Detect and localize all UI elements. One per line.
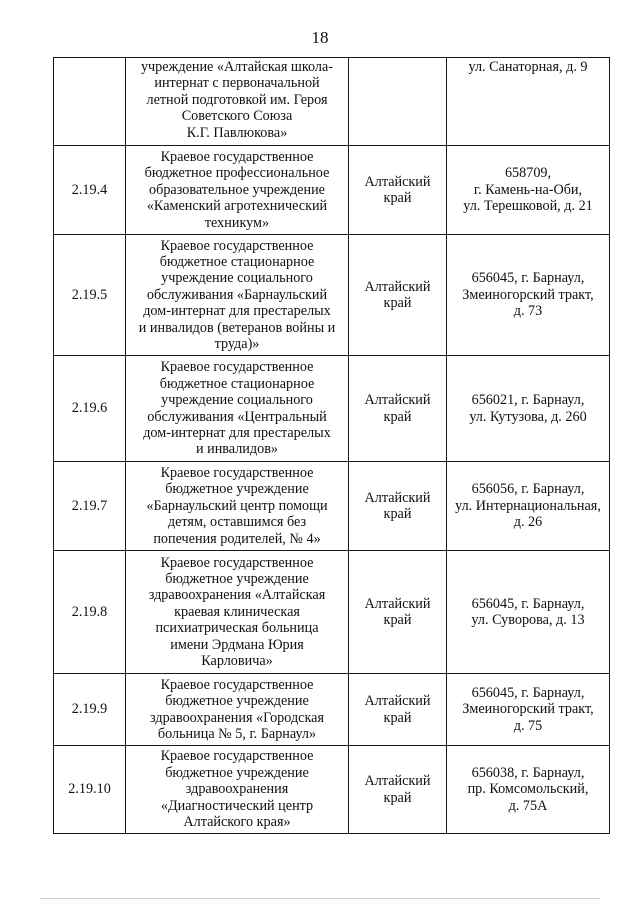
region-cell xyxy=(349,58,447,146)
row-number-cell: 2.19.8 xyxy=(54,551,126,674)
address-cell: 656045, г. Барнаул, Змеиногорский тракт, д. 73 xyxy=(447,235,610,356)
address-cell: ул. Санаторная, д. 9 xyxy=(447,58,610,146)
row-number-cell: 2.19.5 xyxy=(54,235,126,356)
region-cell: Алтайский край xyxy=(349,235,447,356)
row-number-cell: 2.19.4 xyxy=(54,146,126,235)
institutions-table xyxy=(53,57,610,834)
row-number-cell: 2.19.9 xyxy=(54,674,126,746)
region-cell: Алтайский край xyxy=(349,551,447,674)
table-row xyxy=(54,674,610,746)
institution-name-cell: Краевое государственное бюджетное стационарное учреждение социального обслуживания «Центральный дом-интернат для престарелых и инвалидов» xyxy=(126,356,349,462)
row-number-cell: 2.19.7 xyxy=(54,462,126,551)
institution-name-cell: Краевое государственное бюджетное учреждение здравоохранения «Диагностический центр Алтайского края» xyxy=(126,746,349,834)
row-number-cell xyxy=(54,58,126,146)
table-row xyxy=(54,146,610,235)
address-cell: 656045, г. Барнаул, ул. Суворова, д. 13 xyxy=(447,551,610,674)
institution-name-cell: Краевое государственное бюджетное стационарное учреждение социального обслуживания «Барнаульский дом-интернат для престарелых и инвалидов (ветеранов войны и труда)» xyxy=(126,235,349,356)
table-row xyxy=(54,462,610,551)
institution-name-cell: учреждение «Алтайская школа- интернат с первоначальной летной подготовкой им. Героя Советского Союза К.Г. Павлюкова» xyxy=(126,58,349,146)
address-cell: 656021, г. Барнаул, ул. Кутузова, д. 260 xyxy=(447,356,610,462)
table-row xyxy=(54,235,610,356)
region-cell: Алтайский край xyxy=(349,674,447,746)
table-row xyxy=(54,58,610,146)
region-cell: Алтайский край xyxy=(349,146,447,235)
region-cell: Алтайский край xyxy=(349,462,447,551)
row-number-cell: 2.19.6 xyxy=(54,356,126,462)
address-cell: 656038, г. Барнаул, пр. Комсомольский, д. 75А xyxy=(447,746,610,834)
table-row xyxy=(54,746,610,834)
institution-name-cell: Краевое государственное бюджетное учреждение «Барнаульский центр помощи детям, оставшимся без попечения родителей, № 4» xyxy=(126,462,349,551)
page-number: 18 xyxy=(311,28,329,47)
region-cell: Алтайский край xyxy=(349,356,447,462)
address-cell: 656045, г. Барнаул, Змеиногорский тракт, д. 75 xyxy=(447,674,610,746)
address-cell: 656056, г. Барнаул, ул. Интернациональная, д. 26 xyxy=(447,462,610,551)
address-cell: 658709, г. Камень-на-Оби, ул. Терешковой, д. 21 xyxy=(447,146,610,235)
table-row xyxy=(54,356,610,462)
scan-edge-line xyxy=(40,898,600,899)
institution-name-cell: Краевое государственное бюджетное профессиональное образовательное учреждение «Каменский агротехнический техникум» xyxy=(126,146,349,235)
institution-name-cell: Краевое государственное бюджетное учреждение здравоохранения «Алтайская краевая клиническая психиатрическая больница имени Эрдмана Юрия Карловича» xyxy=(126,551,349,674)
institution-name-cell: Краевое государственное бюджетное учреждение здравоохранения «Городская больница № 5, г. Барнаул» xyxy=(126,674,349,746)
table-row xyxy=(54,551,610,674)
region-cell: Алтайский край xyxy=(349,746,447,834)
row-number-cell: 2.19.10 xyxy=(54,746,126,834)
